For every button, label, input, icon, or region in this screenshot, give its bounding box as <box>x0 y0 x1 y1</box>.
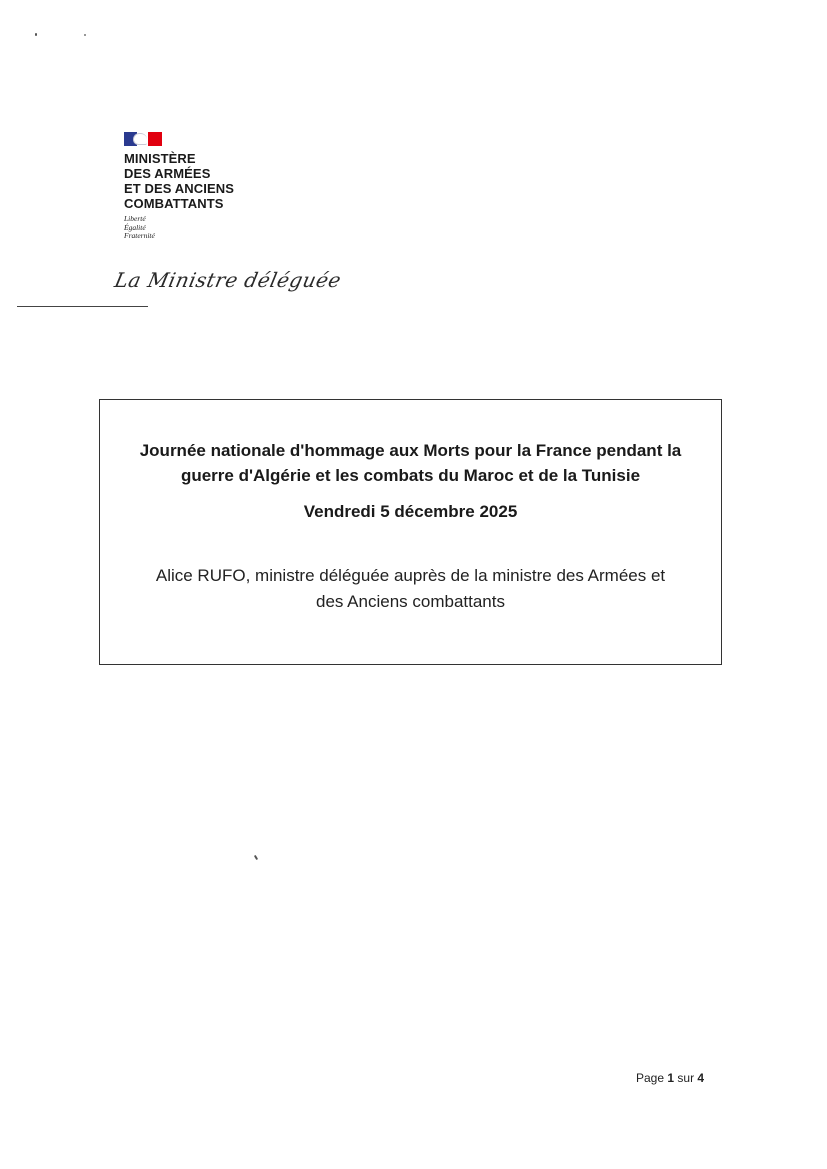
page-current: 1 <box>667 1071 675 1085</box>
headline-line: guerre d'Algérie et les combats du Maroc et de la Tunisie <box>180 466 641 485</box>
speaker-line: des Anciens combattants <box>315 592 505 611</box>
motto-line: Égalité <box>124 222 146 232</box>
ministry-name-line: COMBATTANTS <box>124 196 224 211</box>
header-rule <box>17 306 148 307</box>
motto-line: Fraternité <box>124 231 155 240</box>
scan-speck <box>254 855 258 860</box>
event-headline <box>100 438 721 488</box>
page-number <box>636 1071 704 1085</box>
speaker-line: Alice RUFO, ministre déléguée auprès de la ministre des Armées et <box>155 566 666 585</box>
event-date: Vendredi 5 décembre 2025 <box>303 502 518 521</box>
republic-motto <box>124 215 284 241</box>
headline-line: Journée nationale d'hommage aux Morts pour la France pendant la <box>139 441 682 460</box>
page-separator: sur <box>677 1071 695 1085</box>
flag-red-band <box>148 132 162 146</box>
signature-title: La Ministre déléguée <box>112 268 344 292</box>
marianne-flag-icon <box>124 132 162 146</box>
motto-line: Liberté <box>124 214 146 223</box>
page-label: Page <box>636 1071 665 1085</box>
speaker-credit <box>100 563 721 615</box>
ministry-name <box>124 151 284 211</box>
scan-speck <box>84 34 86 36</box>
scan-speck <box>35 33 37 36</box>
ministry-name-line: MINISTÈRE <box>124 151 196 166</box>
marianne-profile-icon <box>133 133 147 145</box>
ministry-logo-block <box>124 132 284 241</box>
title-box <box>99 399 722 665</box>
ministry-name-line: DES ARMÉES <box>124 166 211 181</box>
page-total: 4 <box>697 1071 705 1085</box>
ministry-name-line: ET DES ANCIENS <box>124 181 234 196</box>
